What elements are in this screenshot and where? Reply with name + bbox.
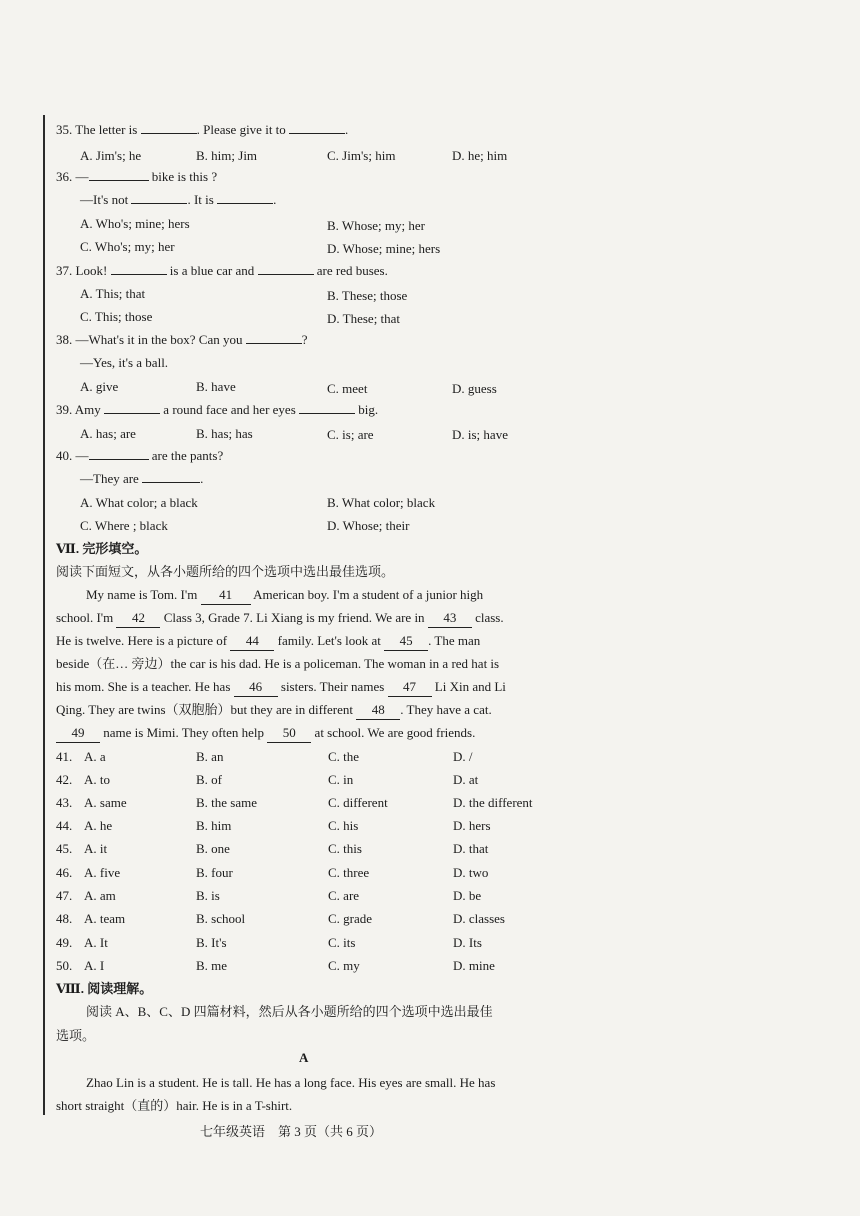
blank-41: 41	[201, 586, 251, 605]
stem-text: Amy	[74, 402, 101, 417]
stem-text: are the pants?	[151, 448, 224, 463]
option-b: B. of	[196, 772, 222, 787]
option-b: B. has; has	[196, 426, 253, 441]
passage-text: . The man	[428, 633, 481, 648]
stem-text: —	[75, 169, 89, 184]
stem-text: is a blue car and	[169, 263, 255, 278]
passage-label: A	[299, 1050, 309, 1065]
option-a: A. five	[84, 865, 121, 880]
section-8-instruction-line-2: 选项。	[56, 1028, 96, 1043]
passage-text: sisters. Their names	[280, 679, 385, 694]
cloze-line-3	[56, 632, 480, 651]
option-d: D. guess	[452, 381, 497, 396]
passage-text: My name is Tom. I'm	[86, 587, 198, 602]
question-number: 35.	[56, 122, 73, 137]
answer-blank	[89, 447, 149, 460]
answer-blank	[289, 121, 345, 134]
blank-45: 45	[384, 632, 428, 651]
answer-blank	[111, 262, 167, 275]
stem-text: a round face and her eyes	[163, 402, 296, 417]
option-b: B. four	[196, 865, 233, 880]
option-d: D. Its	[453, 935, 482, 950]
stem-text: bike is this ?	[151, 169, 218, 184]
blank-49: 49	[56, 724, 100, 743]
option-c: C. different	[328, 795, 388, 810]
option-a: A. he	[84, 818, 113, 833]
option-d: D. the different	[453, 795, 533, 810]
passage-text: class.	[475, 610, 504, 625]
option-b: B. It's	[196, 935, 227, 950]
option-c: C. in	[328, 772, 354, 787]
stem-text: .	[200, 471, 204, 486]
option-b: B. him	[196, 818, 232, 833]
answer-blank	[89, 168, 149, 181]
answer-blank	[217, 191, 273, 204]
question-number: 37.	[56, 263, 73, 278]
option-d: D. /	[453, 749, 473, 764]
passage-text: He is twelve. Here is a picture of	[56, 633, 228, 648]
question-40-stem	[56, 447, 223, 465]
section-8-instruction-line-1: 阅读 A、B、C、D 四篇材料，然后从各小题所给的四个选项中选出最佳	[86, 1004, 493, 1019]
cloze-q-number: 45.	[56, 841, 73, 856]
margin-line	[43, 115, 45, 1115]
option-d: D. These; that	[327, 311, 401, 326]
option-c: C. Who's; my; her	[80, 239, 175, 254]
option-d: D. hers	[453, 818, 491, 833]
answer-blank	[104, 401, 160, 414]
option-d: D. Whose; mine; hers	[327, 241, 441, 256]
answer-blank	[131, 191, 187, 204]
passage-text: at school. We are good friends.	[314, 725, 476, 740]
question-38-reply: —Yes, it's a ball.	[80, 355, 169, 370]
answer-blank	[258, 262, 314, 275]
question-36-stem	[56, 168, 217, 186]
stem-text: .	[273, 192, 277, 207]
option-b: B. is	[196, 888, 220, 903]
option-b: B. him; Jim	[196, 148, 258, 163]
option-a: A. a	[84, 749, 106, 764]
stem-text: Look!	[75, 263, 108, 278]
option-a: A. Jim's; he	[80, 148, 142, 163]
question-number: 40.	[56, 448, 73, 463]
option-c: C. are	[328, 888, 360, 903]
option-a: A. give	[80, 379, 119, 394]
cloze-q-number: 44.	[56, 818, 73, 833]
cloze-q-number: 43.	[56, 795, 73, 810]
stem-text: —It's not	[80, 192, 129, 207]
passage-text: . They have a cat.	[400, 702, 492, 717]
passage-text: name is Mimi. They often help	[103, 725, 265, 740]
blank-44: 44	[230, 632, 274, 651]
question-39-stem	[56, 401, 378, 419]
cloze-q-number: 47.	[56, 888, 73, 903]
cloze-q-number: 48.	[56, 911, 73, 926]
passage-text: Li Xin and Li	[434, 679, 506, 694]
question-40-reply	[80, 470, 203, 488]
option-c: C. This; those	[80, 309, 153, 324]
question-35-stem	[56, 121, 348, 139]
question-36-reply	[80, 191, 276, 209]
option-b: B. These; those	[327, 288, 408, 303]
blank-47: 47	[388, 678, 432, 697]
option-d: D. that	[453, 841, 489, 856]
option-c: C. three	[328, 865, 370, 880]
stem-text: . Please give it to	[196, 122, 286, 137]
option-a: A. What color; a black	[80, 495, 198, 510]
option-a: A. same	[84, 795, 127, 810]
question-37-stem	[56, 262, 388, 280]
option-b: B. have	[196, 379, 236, 394]
passage-text: school. I'm	[56, 610, 114, 625]
option-d: D. mine	[453, 958, 495, 973]
option-a: A. team	[84, 911, 126, 926]
answer-blank	[299, 401, 355, 414]
option-d: D. be	[453, 888, 482, 903]
option-c: C. Jim's; him	[327, 148, 396, 163]
blank-48: 48	[356, 701, 400, 720]
blank-42: 42	[116, 609, 160, 628]
cloze-q-number: 50.	[56, 958, 73, 973]
passage-text: Qing. They are twins（双胞胎）but they are in different	[56, 702, 354, 717]
option-b: B. What color; black	[327, 495, 436, 510]
blank-43: 43	[428, 609, 472, 628]
option-a: A. to	[84, 772, 110, 787]
cloze-line-4: beside（在… 旁边）the car is his dad. He is a policeman. The woman in a red hat is	[56, 656, 500, 671]
stem-text: —	[75, 448, 89, 463]
option-d: D. is; have	[452, 427, 508, 442]
option-a: A. it	[84, 841, 108, 856]
blank-46: 46	[234, 678, 278, 697]
passage-a-line-2: short straight（直的）hair. He is in a T-shirt.	[56, 1098, 293, 1113]
option-a: A. It	[84, 935, 108, 950]
question-number: 39.	[56, 402, 73, 417]
cloze-line-5	[56, 678, 506, 697]
stem-text: . It is	[187, 192, 214, 207]
answer-blank	[246, 331, 302, 344]
cloze-line-2	[56, 609, 504, 628]
option-c: C. this	[328, 841, 362, 856]
option-c: C. meet	[327, 381, 368, 396]
section-7-title: Ⅶ. 完形填空。	[56, 541, 148, 556]
question-38-stem	[56, 331, 308, 349]
cloze-line-1	[86, 586, 483, 605]
cloze-q-number: 49.	[56, 935, 73, 950]
answer-blank	[141, 121, 197, 134]
cloze-line-7	[56, 724, 475, 743]
option-d: D. two	[453, 865, 489, 880]
option-a: A. am	[84, 888, 116, 903]
option-c: C. his	[328, 818, 359, 833]
passage-text: American boy. I'm a student of a junior high	[253, 587, 484, 602]
stem-text: .	[345, 122, 349, 137]
option-c: C. the	[328, 749, 360, 764]
option-a: A. I	[84, 958, 105, 973]
option-c: C. is; are	[327, 427, 374, 442]
stem-text: The letter is	[75, 122, 138, 137]
option-a: A. has; are	[80, 426, 136, 441]
option-d: D. at	[453, 772, 479, 787]
passage-text: Class 3, Grade 7. Li Xiang is my friend. We are in	[163, 610, 425, 625]
stem-text: are red buses.	[316, 263, 388, 278]
cloze-q-number: 41.	[56, 749, 73, 764]
option-b: B. the same	[196, 795, 258, 810]
blank-50: 50	[267, 724, 311, 743]
question-number: 36.	[56, 169, 73, 184]
option-b: B. school	[196, 911, 246, 926]
option-d: D. classes	[453, 911, 505, 926]
passage-text: family. Let's look at	[277, 633, 381, 648]
option-b: B. Whose; my; her	[327, 218, 425, 233]
passage-text: his mom. She is a teacher. He has	[56, 679, 231, 694]
stem-text: —They are	[80, 471, 139, 486]
passage-a-line-1: Zhao Lin is a student. He is tall. He has a long face. His eyes are small. He has	[86, 1075, 496, 1090]
stem-text: big.	[358, 402, 379, 417]
question-number: 38.	[56, 332, 73, 347]
option-a: A. Who's; mine; hers	[80, 216, 190, 231]
section-8-title: Ⅷ. 阅读理解。	[56, 981, 153, 996]
cloze-line-6	[56, 701, 492, 720]
option-c: C. its	[328, 935, 356, 950]
option-d: D. Whose; their	[327, 518, 410, 533]
option-b: B. one	[196, 841, 230, 856]
page-footer: 七年级英语 第 3 页（共 6 页）	[200, 1124, 383, 1139]
option-c: C. Where ; black	[80, 518, 168, 533]
option-a: A. This; that	[80, 286, 146, 301]
option-b: B. me	[196, 958, 228, 973]
stem-text: ?	[301, 332, 308, 347]
cloze-q-number: 42.	[56, 772, 73, 787]
option-c: C. my	[328, 958, 360, 973]
cloze-q-number: 46.	[56, 865, 73, 880]
option-c: C. grade	[328, 911, 373, 926]
option-b: B. an	[196, 749, 224, 764]
answer-blank	[142, 470, 200, 483]
stem-text: —What's it in the box? Can you	[75, 332, 243, 347]
option-d: D. he; him	[452, 148, 508, 163]
section-7-instruction: 阅读下面短文，从各小题所给的四个选项中选出最佳选项。	[56, 564, 395, 579]
